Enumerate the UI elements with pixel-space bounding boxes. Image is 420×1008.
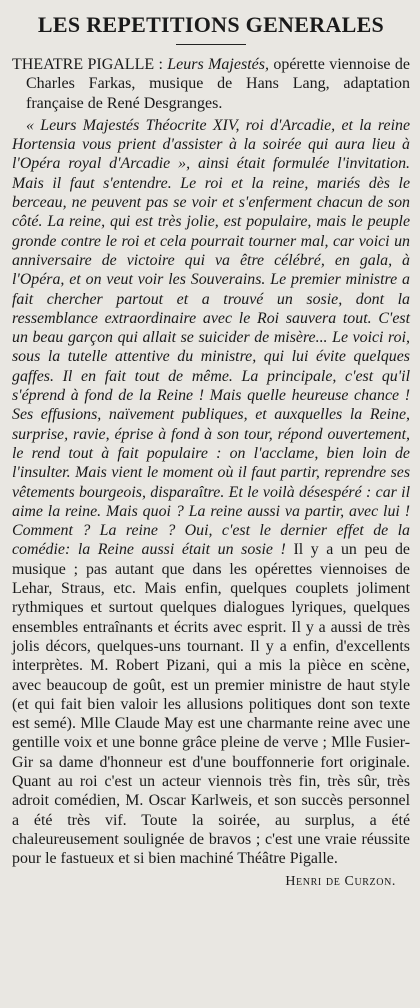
review-appraisal: Il y a un peu de musique ; pas autant que dans les opérettes viennoises de Lehar, Straus, etc. Mais enfin, quelques couplets joliment rythmiques et surtout quelques dialogues lyriques, quelques ensembles entraînants et écrits avec esprit. Il y a aussi de très jolis décors, quelques-uns tournant. Il y a enfin, d'excellents interprètes. M. Robert Pizani, qui a mis la pièce en scène, avec beaucoup de goût, est un premier ministre de haut style (et qui fait bien valoir les allusions politiques dont son texte est semé). Mlle Claude May est une charmante reine avec une gentille voix et une bonne grâce pleine de verve ; Mlle Fusier-Gir sa dame d'honneur est d'une bouffonnerie fort originale. Quant au roi c'est un acteur viennois très fin, très sûr, très adroit comédien, M. Oscar Karlweis, et son succès personnel a été très vif. Toute la soirée, au surplus, a été chaleureusement soulignée de bravos ; c'est une vraie réussite pour le fastueux et si bien machiné Théâtre Pigalle. xyxy=(12,541,410,868)
heading-rule xyxy=(176,44,246,45)
theatre-name: THEATRE PIGALLE : xyxy=(12,56,163,73)
play-listing xyxy=(12,55,410,113)
play-description: opérette viennoise de Charles Farkas, musique de Hans Lang, adaptation française de René Desgranges. xyxy=(26,56,410,112)
play-title: Leurs Majestés, xyxy=(167,56,269,73)
review-synopsis: « Leurs Majestés Théocrite XIV, roi d'Arcadie, et la reine Hortensia vous prient d'assister à la soirée qui aura lieu à l'Opéra royal d'Arcadie », ainsi était formulée l'invitation. Mais il faut s'entendre. Le roi et la reine, mariés dès le berceau, ne peuvent pas se voir et s'enferment chacun de son côté. La reine, qui est très jolie, est populaire, mais le peuple gronde contre le roi et cela pourrait tourner mal, car voici un anniversaire de victoire qui va être célébré, en gala, à l'Opéra, et on veut voir les Souverains. Le premier ministre a fait chercher partout et a trouvé un sosie, dont la ressemblance extraordinaire avec le Roi sauvera tout. C'est un beau garçon qui allait se suicider de misère... Le voici roi, sous la tutelle attentive du ministre, qui lui évite quelques gaffes. Il en fait tout de même. La principale, c'est qu'il s'éprend à fond de la Reine ! Mais quelle heureuse chance ! Ses effusions, naïvement publiques, et auxquelles la Reine, surprise, ravie, éprise à fond à son tour, répond ouvertement, le rend tout à fait populaire : on l'acclame, bien loin de l'insulter. Mais vient le moment où il faut partir, reprendre ses vêtements bourgeois, disparaître. Et le voilà désespéré : car il aime la reine. Mais quoi ? La reine aussi va partir, avec lui ! Comment ? La reine ? Oui, c'est le dernier effet de la comédie: la Reine aussi était un sosie ! xyxy=(12,116,410,559)
section-heading: LES REPETITIONS GENERALES xyxy=(37,12,385,37)
author-signature: Henri de Curzon. xyxy=(285,874,396,890)
review-text xyxy=(12,116,410,869)
